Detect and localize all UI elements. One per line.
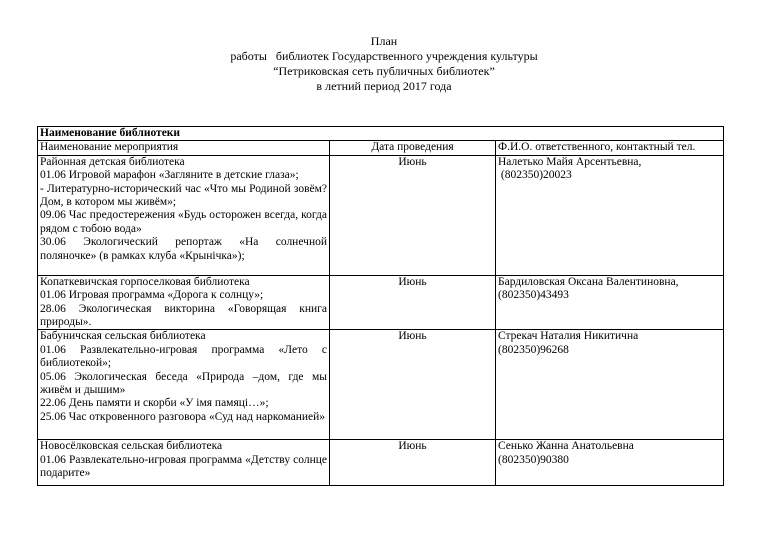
event-item: 25.06 Час откровенного разговора «Суд над наркоманией»	[40, 410, 326, 423]
library-name: Районная детская библиотека	[40, 155, 185, 168]
date-cell: Июнь	[330, 440, 496, 486]
responsible-name: Бардиловская Оксана Валентиновна,	[498, 275, 679, 288]
contact-phone: (802350)96268	[498, 343, 569, 356]
responsible-name: Стрекач Наталия Никитична	[498, 330, 639, 343]
events-table	[37, 126, 724, 486]
event-item: 30.06 Экологический репортаж «На солнечной поляночке» (в рамках клуба «Крынічка»);	[40, 236, 327, 262]
event-cell	[38, 330, 330, 440]
table-row	[38, 440, 724, 486]
library-name: Копаткевичская горпоселковая библиотека	[40, 275, 250, 288]
event-item: 22.06 День памяти и скорби «У імя памяці…»;	[40, 397, 269, 410]
date-cell: Июнь	[330, 330, 496, 440]
column-header-responsible: Ф.И.О. ответственного, контактный тел.	[496, 141, 724, 155]
date-cell: Июнь	[330, 155, 496, 275]
event-item: 01.06 Игровой марафон «Загляните в детские глаза»;	[40, 169, 299, 182]
column-header-event: Наименование мероприятия	[38, 141, 330, 155]
event-item: 01.06 Развлекательно-игровая программа «Детству солнце подарите»	[40, 453, 327, 480]
header-title: План	[370, 34, 398, 48]
responsible-name: Налетько Майя Арсентьевна,	[498, 155, 642, 168]
section-title: Наименование библиотеки	[38, 127, 724, 141]
header-subtitle-1: работы библиотек Государственного учреждения культуры	[230, 49, 538, 63]
event-item: 01.06 Игровая программа «Дорога к солнцу»;	[40, 289, 264, 302]
event-item: - Литературно-исторический час «Что мы Родиной зовём? Дом, в котором мы живём»;	[40, 182, 327, 209]
contact-phone: (802350)90380	[498, 453, 569, 466]
table-row	[38, 155, 724, 275]
column-header-date: Дата проведения	[330, 141, 496, 155]
responsible-cell	[496, 330, 724, 440]
event-cell	[38, 275, 330, 330]
event-item: 05.06 Экологическая беседа «Природа –дом, где мы живём и дышим»	[40, 370, 327, 397]
responsible-cell	[496, 155, 724, 275]
header-subtitle-3: в летний период 2017 года	[316, 79, 452, 93]
document-header	[0, 34, 768, 94]
event-cell	[38, 440, 330, 486]
date-cell: Июнь	[330, 275, 496, 330]
event-item: 28.06 Экологическая викторина «Говорящая книга природы».	[40, 302, 327, 329]
header-subtitle-2: “Петриковская сеть публичных библиотек”	[273, 64, 495, 78]
library-name: Новосёлковская сельская библиотека	[40, 440, 223, 453]
table-row	[38, 330, 724, 440]
responsible-name: Сенько Жанна Анатольевна	[498, 440, 634, 453]
event-cell	[38, 155, 330, 275]
library-name: Бабуничская сельская библиотека	[40, 330, 206, 343]
responsible-cell	[496, 440, 724, 486]
contact-phone: (802350)20023	[498, 169, 572, 182]
event-item: 09.06 Час предостережения «Будь осторожен всегда, когда рядом с тобою вода»	[40, 209, 327, 235]
responsible-cell	[496, 275, 724, 330]
section-title-row	[38, 127, 724, 141]
column-header-row	[38, 141, 724, 155]
table-row	[38, 275, 724, 330]
event-item: 01.06 Развлекательно-игровая программа «Лето с библиотекой»;	[40, 343, 327, 370]
contact-phone: (802350)43493	[498, 289, 569, 302]
